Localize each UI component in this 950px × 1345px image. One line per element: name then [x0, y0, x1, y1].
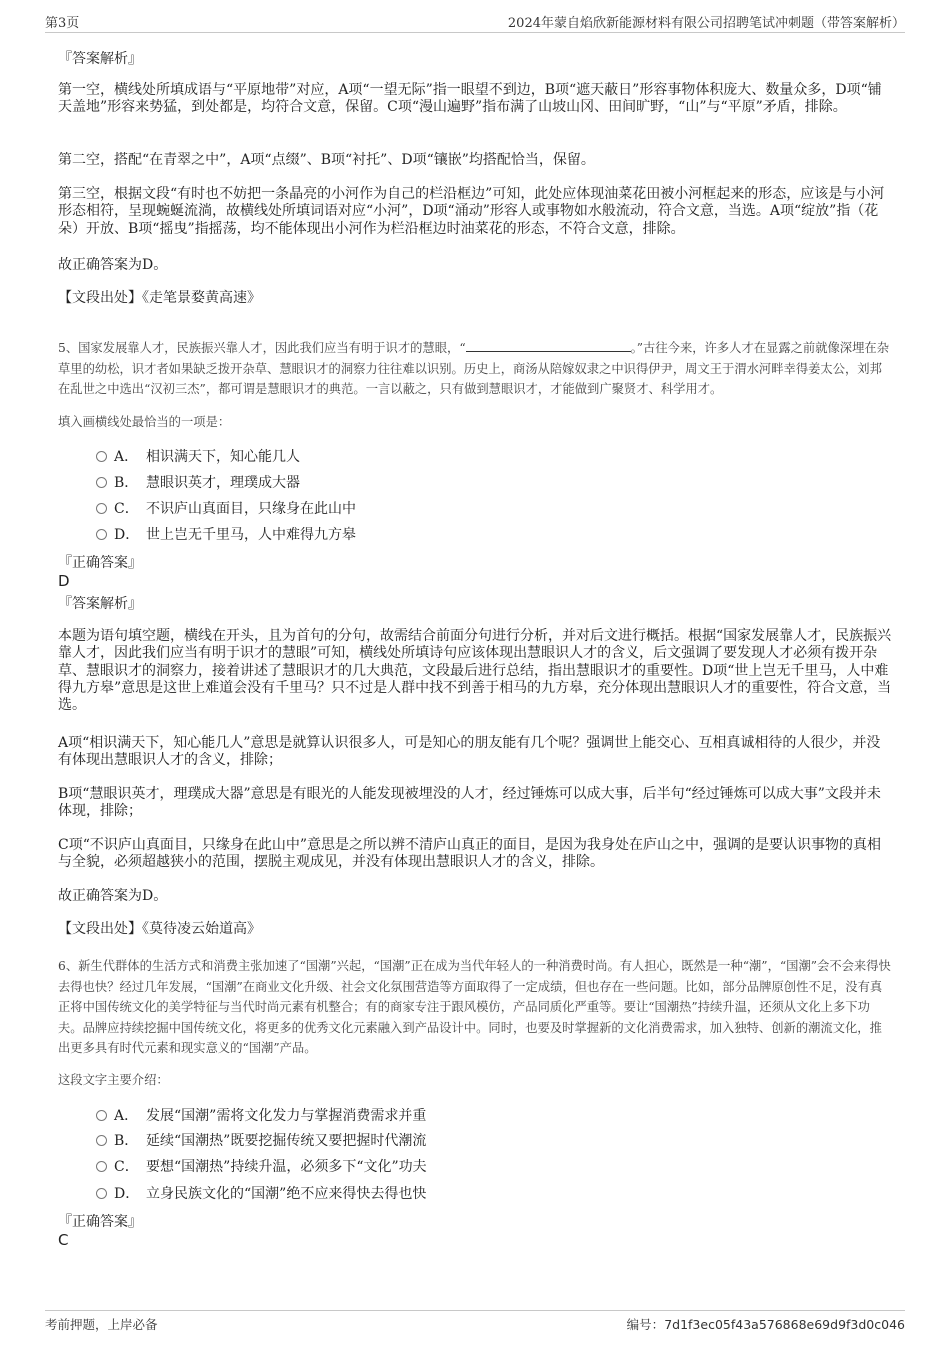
code-value: 7d1f3ec05f43a576868e69d9f3d0c046 [664, 1317, 905, 1332]
analysis-paragraph: C项“不识庐山真面目，只缘身在此山中”意思是之所以辨不清庐山真正的面目，是因为我身处在庐山之中，强调的是要认识事物的真相与全貌，必须超越狭小的范围，摆脱主观成见，并没有体现出慧眼识人才的含义，排除。 [58, 837, 882, 871]
option-text: 发展“国潮”需将文化发力与掌握消费需求并重 [146, 1108, 427, 1124]
option-b[interactable] [96, 474, 300, 492]
option-letter: B． [114, 1133, 139, 1149]
document-code [627, 1315, 905, 1333]
question-prompt: 这段文字主要介绍： [58, 1073, 169, 1087]
code-label: 编号： [626, 1317, 665, 1332]
option-letter: A． [114, 1108, 139, 1124]
radio-icon[interactable] [96, 1110, 107, 1121]
analysis-paragraph: 第一空，横线处所填成语与“平原地带”对应，A项“一望无际”指一眼望不到边，B项“遮天蔽日”形容事物体积庞大、数量众多，D项“铺天盖地”形容来势猛，到处都是，均符合文意，保留。C项“漫山遍野”指布满了山坡山冈、田间旷野，“山”与“平原”矛盾，排除。 [58, 82, 882, 116]
option-c[interactable] [96, 500, 356, 518]
analysis-paragraph: A项“相识满天下，知心能几人”意思是就算认识很多人，可是知心的朋友能有几个呢？强调世上能交心、互相真诚相待的人很少，并没有体现出慧眼识人才的含义，排除； [58, 735, 881, 769]
page-footer [45, 1310, 905, 1338]
conclusion: 故正确答案为D。 [58, 888, 168, 904]
radio-icon[interactable] [96, 477, 107, 488]
analysis-paragraph: 本题为语句填空题，横线在开头，且为首句的分句，故需结合前面分句进行分析，并对后文进行概括。根据“国家发展靠人才，民族振兴靠人才，因此我们应当有明于识才的慧眼”可知，横线处所填诗句应该体现出慧眼识人才的含义，后文强调了要发现人才必须有拨开杂草、慧眼识才的洞察力，接着讲述了慧眼识才的几大典范，文段最后进行总结，指出慧眼识才的重要性。D项“世上岂无千里马，人中难得九方皋”意思是这世上难道会没有千里马？只不过是人群中找不到善于相马的九方皋，充分体现出慧眼识人才的重要性，符合文意，当选。 [58, 628, 892, 714]
option-letter: D． [114, 527, 140, 543]
option-text: 不识庐山真面目，只缘身在此山中 [146, 501, 356, 517]
option-text: 要想“国潮热”持续升温，必须多下“文化”功夫 [146, 1159, 427, 1175]
analysis-label: 『答案解析』 [58, 596, 142, 612]
radio-icon[interactable] [96, 529, 107, 540]
radio-icon[interactable] [96, 1188, 107, 1199]
option-a[interactable] [96, 1107, 426, 1125]
stem-part: 5、国家发展靠人才，民族振兴靠人才，因此我们应当有明于识才的慧眼，“ [58, 341, 466, 355]
conclusion: 故正确答案为D。 [58, 257, 168, 273]
option-c[interactable] [96, 1158, 427, 1176]
answer-label: 『正确答案』 [58, 555, 142, 571]
analysis-paragraph: 第二空，搭配“在青翠之中”，A项“点缀”、B项“衬托”、D项“镶嵌”均搭配恰当，保留。 [58, 152, 595, 168]
question-prompt: 填入画横线处最恰当的一项是： [58, 415, 231, 429]
document-title: 2024年蒙自焰欣新能源材料有限公司招聘笔试冲刺题（带答案解析） [507, 16, 905, 31]
option-letter: C． [114, 1159, 139, 1175]
option-text: 延续“国潮热”既要挖掘传统又要把握时代潮流 [146, 1133, 427, 1149]
answer-label: 『正确答案』 [58, 1214, 142, 1230]
source-citation: 【文段出处】《莫待凌云始道高》 [58, 921, 261, 937]
option-d[interactable] [96, 526, 356, 544]
option-text: 相识满天下，知心能几人 [146, 449, 300, 465]
analysis-paragraph: 第三空，根据文段“有时也不妨把一条晶亮的小河作为自己的栏沿框边”可知，此处应体现油菜花田被小河框起来的形态，应该是与小河形态相符，呈现蜿蜒流淌，故横线处所填词语对应“小河”，D项“涌动”形容人或事物如水般流动，符合文意，当选。A项“绽放”指（花朵）开放、B项“摇曳”指摇荡，均不能体现出小河作为栏沿框边时油菜花的形态，不符合文意，排除。 [58, 186, 885, 237]
radio-icon[interactable] [96, 1161, 107, 1172]
option-text: 立身民族文化的“国潮”绝不应来得快去得也快 [146, 1186, 427, 1202]
question-stem [58, 338, 892, 400]
question-stem: 6、新生代群体的生活方式和消费主张加速了“国潮”兴起，“国潮”正在成为当代年轻人的一种消费时尚。有人担心，既然是一种“潮”，“国潮”会不会来得快去得也快？经过几年发展，“国潮”在商业文化升级、社会文化氛围营造等方面取得了一定成绩，但也存在一些问题。比如，部分品牌原创性不足，没有真正将中国传统文化的美学特征与当代时尚元素有机整合；有的商家专注于跟风模仿，产品同质化严重等。要让“国潮热”持续升温，还须从文化上多下功夫。品牌应持续挖掘中国传统文化，将更多的优秀文化元素融入到产品设计中。同时，也要及时掌握新的文化消费需求，加入独特、创新的潮流文化，推出更多具有时代元素和现实意义的“国潮”产品。 [58, 959, 891, 1055]
option-text: 世上岂无千里马，人中难得九方皋 [146, 527, 356, 543]
page-number: 第3页 [45, 16, 80, 31]
option-b[interactable] [96, 1132, 426, 1150]
correct-answer: C [58, 1231, 69, 1249]
stem-part: 。”古往今来，许多人才在显露之前就像深埋在杂草里的幼松，识才者如果缺乏拨开杂草、慧眼识才的洞察力往往难以识别。历史上，商汤从陪嫁奴隶之中识得伊尹，周文王于渭水河畔幸得姜太公，刘邦在乱世之中选出“汉初三杰”，都可谓是慧眼识才的典范。一言以蔽之，只有做到慧眼识才，才能做到广聚贤才、科学用才。 [58, 341, 889, 396]
option-d[interactable] [96, 1185, 426, 1203]
option-letter: D． [114, 1186, 140, 1202]
page-header [45, 12, 905, 33]
source-citation: 【文段出处】《走笔景婺黄高速》 [58, 290, 261, 306]
analysis-paragraph: B项“慧眼识英才，理璞成大器”意思是有眼光的人能发现被埋没的人才，经过锤炼可以成大事，后半句“经过锤炼可以成大事”文段并未体现，排除； [58, 786, 881, 820]
radio-icon[interactable] [96, 503, 107, 514]
fill-blank [466, 339, 631, 352]
analysis-label: 『答案解析』 [58, 51, 142, 67]
option-text: 慧眼识英才，理璞成大器 [146, 475, 300, 491]
radio-icon[interactable] [96, 1135, 107, 1146]
option-letter: B． [114, 475, 139, 491]
correct-answer: D [58, 572, 70, 590]
option-letter: C． [114, 501, 139, 517]
radio-icon[interactable] [96, 451, 107, 462]
option-letter: A． [114, 449, 139, 465]
option-a[interactable] [96, 448, 300, 466]
footer-slogan: 考前押题，上岸必备 [45, 1317, 158, 1332]
